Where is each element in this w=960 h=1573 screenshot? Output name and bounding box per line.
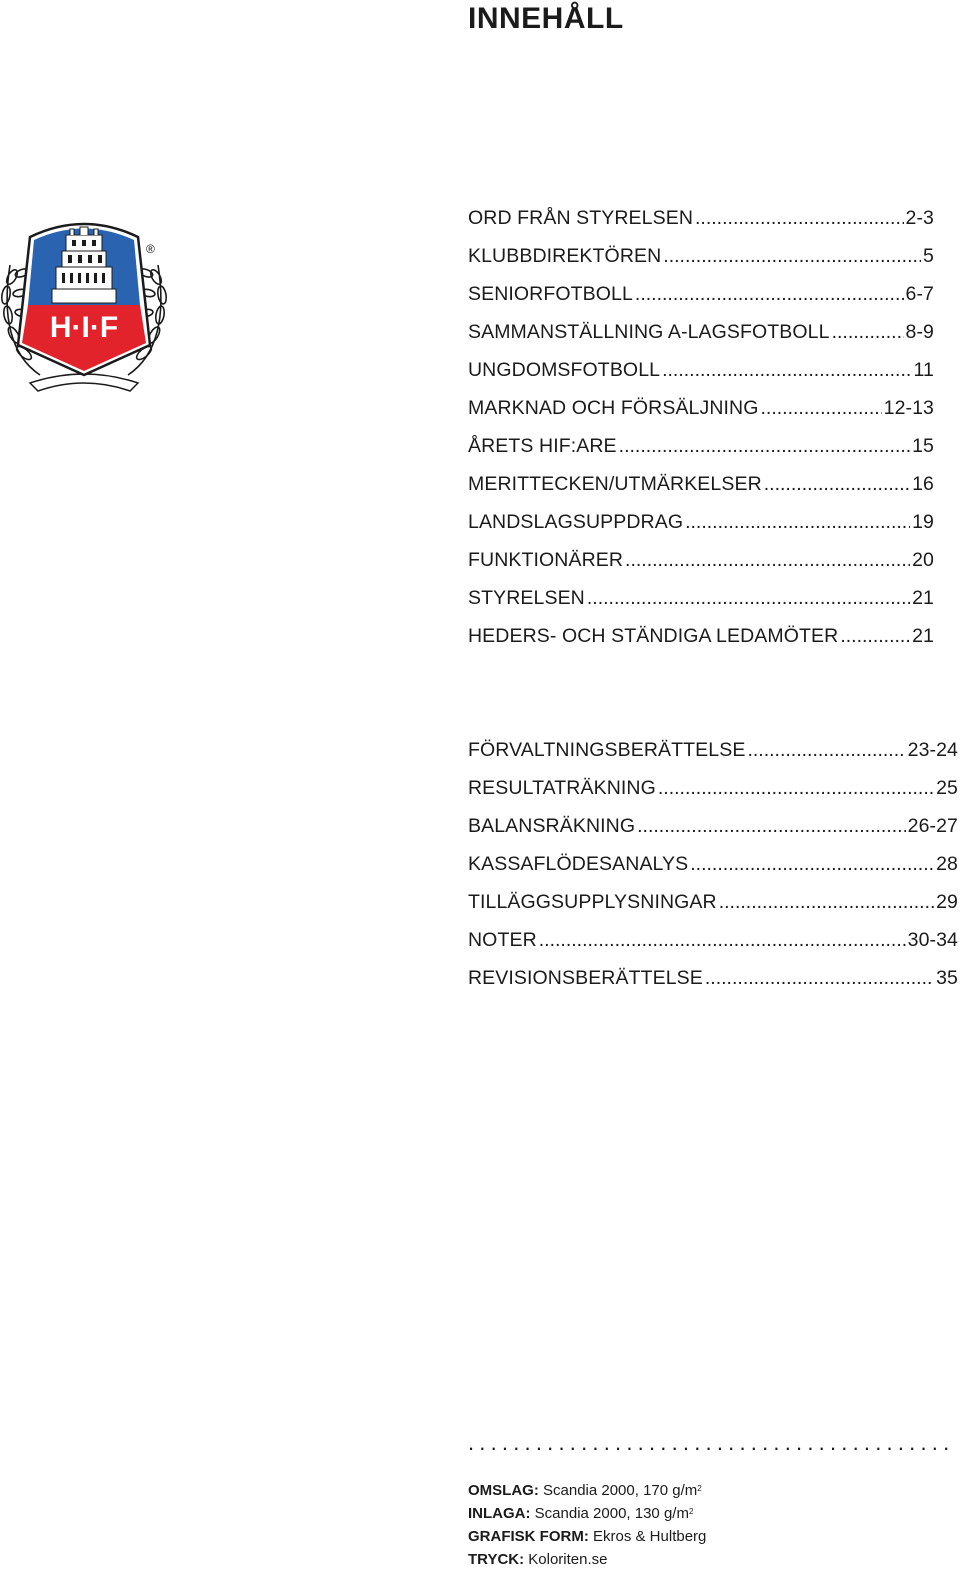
toc-item[interactable] [468,549,934,587]
registered-mark: ® [146,242,155,256]
toc-item-page: 21 [912,625,934,647]
ribbon-icon [30,374,138,391]
dot-leader [705,967,934,990]
dotted-divider: ........................................... [468,1430,955,1455]
dot-leader [685,511,910,534]
dot-leader [635,283,904,306]
toc-item[interactable] [468,625,934,663]
dot-leader [719,891,934,914]
toc-item[interactable] [468,853,958,891]
toc-item[interactable] [468,321,934,359]
toc-item[interactable] [468,245,934,283]
dot-leader [637,815,906,838]
dot-leader [658,777,934,800]
toc-item[interactable] [468,587,934,625]
toc-list-financial [468,739,958,1005]
colophon [468,1481,706,1573]
toc-item-page: 35 [936,967,958,989]
toc-item-page: 2-3 [905,207,934,229]
dot-leader [747,739,905,762]
toc-item-label: FUNKTIONÄRER [468,549,624,571]
toc-item-label: HEDERS- OCH STÄNDIGA LEDAMÖTER [468,625,839,647]
toc-item-page: 23-24 [907,739,958,761]
toc-item[interactable] [468,929,958,967]
toc-item-label: ORD FRÅN STYRELSEN [468,207,694,229]
hif-letters: H·I·F [49,311,119,344]
toc-item-page: 6-7 [905,283,934,305]
toc-item-label: KLUBBDIREKTÖREN [468,245,662,267]
toc-item-label: REVISIONSBERÄTTELSE [468,967,703,989]
toc-item-label: RESULTATRÄKNING [468,777,656,799]
toc-item-page: 12-13 [883,397,934,419]
toc-item[interactable] [468,397,934,435]
toc-item-label: ÅRETS HIF:ARE [468,435,617,457]
toc-item-page: 21 [912,587,934,609]
toc-item[interactable] [468,891,958,929]
toc-item-label: NOTER [468,929,537,951]
toc-item-page: 5 [923,245,934,267]
toc-item-label: MERITTECKEN/UTMÄRKELSER [468,473,762,495]
toc-item-page: 15 [912,435,934,457]
toc-item-page: 26-27 [907,815,958,837]
toc-item[interactable] [468,283,934,321]
dot-leader [663,245,921,268]
toc-item-page: 8-9 [905,321,934,343]
dot-leader [690,853,934,876]
toc-item-label: FÖRVALTNINGSBERÄTTELSE [468,739,746,761]
toc-item[interactable] [468,207,934,245]
dot-leader [695,207,904,230]
dot-leader [832,321,904,344]
toc-item-label: SAMMANSTÄLLNING A-LAGSFOTBOLL [468,321,830,343]
toc-item[interactable] [468,359,934,397]
colophon-inlaga: INLAGA: Scandia 2000, 130 $g/m^2$ [468,1505,694,1522]
toc-item-label: MARKNAD OCH FÖRSÄLJNING [468,397,759,419]
toc-item-page: 29 [936,891,958,913]
toc-item-label: SENIORFOTBOLL [468,283,633,305]
dot-leader [625,549,910,572]
colophon-tryck: TRYCK: Koloriten.se [468,1551,608,1568]
dot-leader [619,435,910,458]
toc-item[interactable] [468,967,958,1005]
dot-leader [539,929,906,952]
toc-item-page: 25 [936,777,958,799]
toc-item-label: UNGDOMSFOTBOLL [468,359,661,381]
toc-item-page: 16 [912,473,934,495]
hif-club-crest-logo [0,215,168,397]
toc-list-main [468,207,934,663]
toc-item-page: 11 [913,359,934,381]
toc-item-page: 20 [912,549,934,571]
toc-item-label: TILLÄGGSUPPLYSNINGAR [468,891,717,913]
toc-item[interactable] [468,739,958,777]
dot-leader [761,397,882,420]
page-title: INNEHÅLL [468,2,624,35]
toc-item-label: LANDSLAGSUPPDRAG [468,511,684,533]
toc-item[interactable] [468,473,934,511]
colophon-omslag: OMSLAG: Scandia 2000, 170 $g/m^2$ [468,1482,702,1499]
dot-leader [662,359,911,382]
toc-item-page: 28 [936,853,958,875]
dot-leader [764,473,910,496]
toc-item[interactable] [468,815,958,853]
toc-item-label: STYRELSEN [468,587,585,609]
toc-item[interactable] [468,511,934,549]
dot-leader [587,587,910,610]
toc-item-label: KASSAFLÖDESANALYS [468,853,689,875]
toc-item-label: BALANSRÄKNING [468,815,636,837]
toc-item-page: 30-34 [907,929,958,951]
toc-item[interactable] [468,435,934,473]
colophon-grafisk-form: GRAFISK FORM: Ekros & Hultberg [468,1528,707,1545]
dot-leader [840,625,910,648]
toc-item-page: 19 [912,511,934,533]
toc-item[interactable] [468,777,958,815]
